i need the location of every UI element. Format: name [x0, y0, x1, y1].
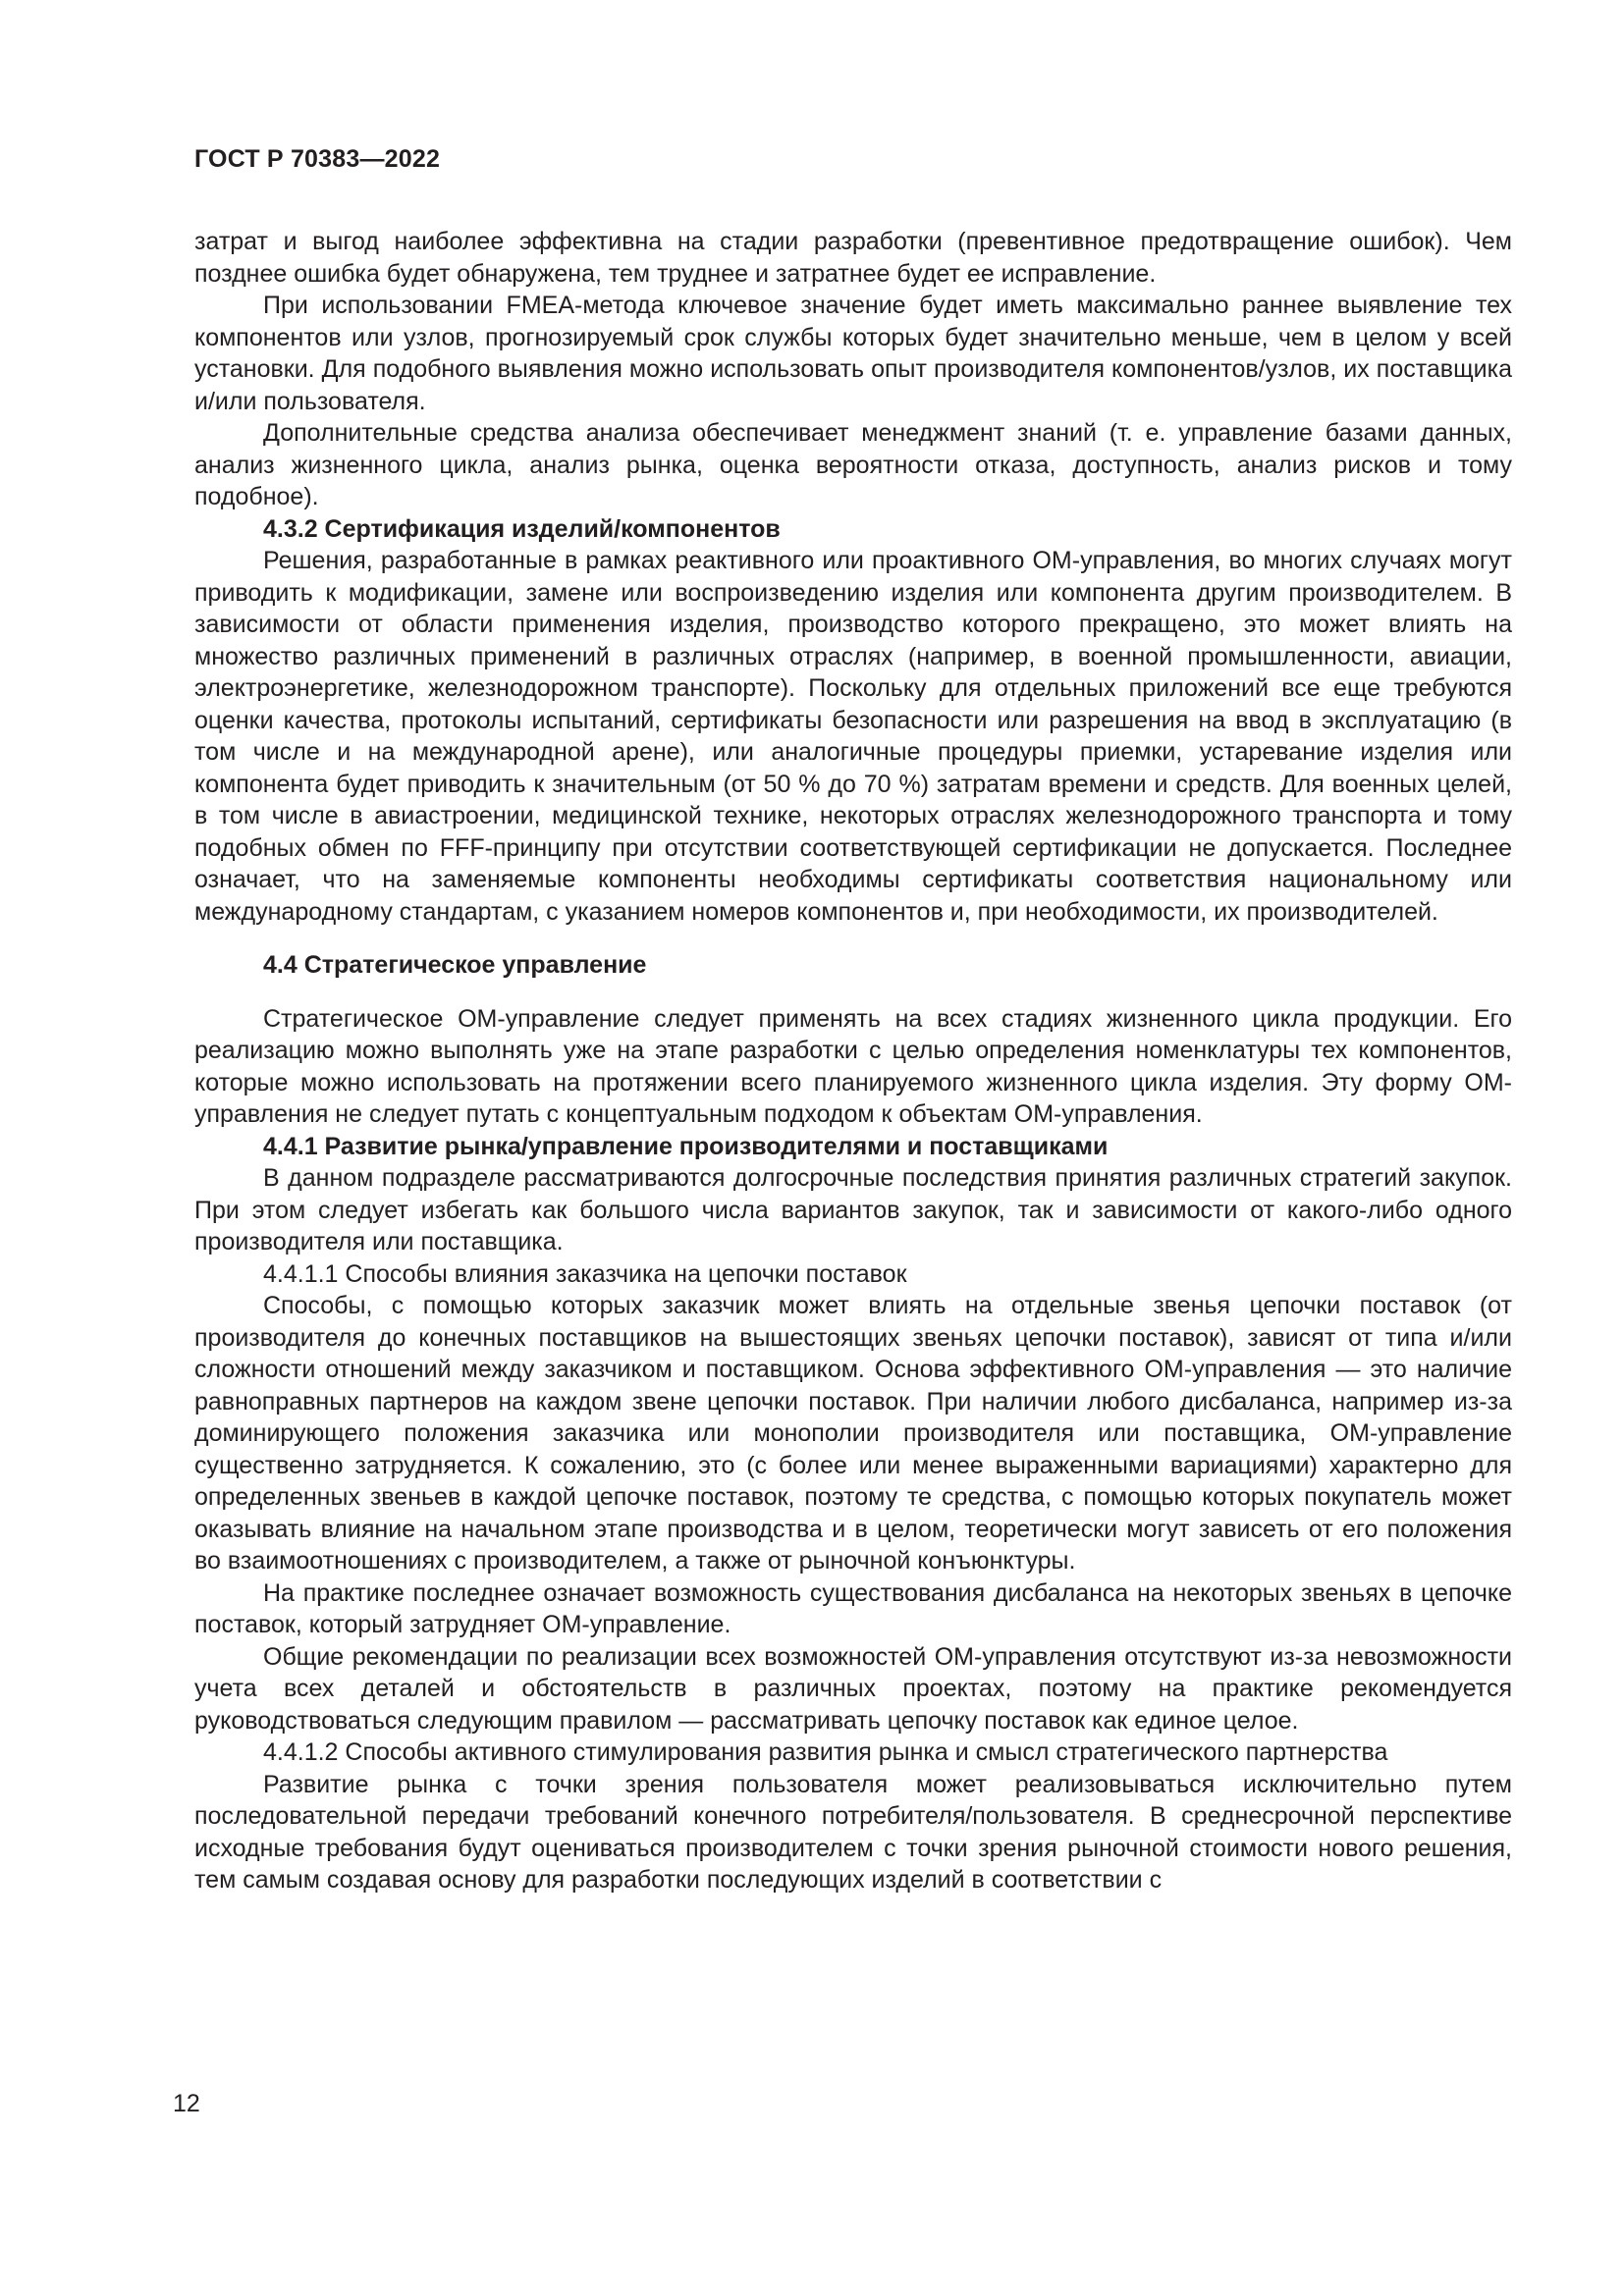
paragraph-strategic-management: Стратегическое ОМ-управление следует применять на всех стадиях жизненного цикла продукции. Его реализацию можно выполнять уже на этапе разработки с целью определения номенклатуры тех компонентов, которые можно использовать на протяжении всего планируемого жизненного цикла изделия. Эту форму ОМ-управления не следует путать с концептуальным подходом к объектам ОМ-управления. [194, 1004, 1512, 1128]
paragraph-analysis-tools: Дополнительные средства анализа обеспечивает менеджмент знаний (т. е. управление базами данных, анализ жизненного цикла, анализ рынка, оценка вероятности отказа, доступность, анализ рисков и тому подобное). [194, 419, 1512, 510]
paragraph-general-recommendations: Общие рекомендации по реализации всех возможностей ОМ-управления отсутствуют из-за невозможности учета всех деталей и обстоятельств в различных проектах, поэтому на практике рекомендуется руководствоваться следующим правилом — рассматривать цепочку поставок как единое целое. [194, 1642, 1512, 1735]
heading-4-4-1-2: 4.4.1.2 Способы активного стимулирования развития рынка и смысл стратегического партнерства [263, 1738, 1388, 1766]
heading-4-3-2: 4.3.2 Сертификация изделий/компонентов [263, 514, 781, 543]
paragraph-certification: Решения, разработанные в рамках реактивного или проактивного ОМ-управления, во многих случаях могут приводить к модификации, замене или воспроизведению изделия или компонента другим производителем. В зависимости от области применения изделия, производство которого прекращено, это может влиять на множество различных применений в различных отраслях (например, в военной промышленности, авиации, электроэнергетике, железнодорожном транспорте). Поскольку для отдельных приложений все еще требуются оценки качества, протоколы испытаний, сертификаты безопасности или разрешения на ввод в эксплуатацию (в том числе и на международной арене), или аналогичные процедуры приемки, устаревание изделия или компонента будет приводить к значительным (от 50 % до 70 %) затратам времени и средств. Для военных целей, в том числе в авиастроении, медицинской технике, некоторых отраслях железнодорожного транспорта и тому подобных обмен по FFF-принципу при отсутствии соответствующей сертификации не допускается. Последнее означает, что на заменяемые компоненты необходимы сертификаты соответствия национальному или международному стандартам, с указанием номеров компонентов и, при необходимости, их производителей. [194, 547, 1512, 926]
heading-4-4-1: 4.4.1 Развитие рынка/управление производителями и поставщиками [263, 1132, 1109, 1160]
paragraph-supply-chain-influence: Способы, с помощью которых заказчик может влиять на отдельные звенья цепочки поставок (от производителя до конечных поставщиков на вышестоящих звеньях цепочки поставок), зависят от типа и/или сложности отношений между заказчиком и поставщиком. Основа эффективного ОМ-управления — это наличие равноправных партнеров на каждом звене цепочки поставок. При наличии любого дисбаланса, например из-за доминирующего положения заказчика или монополии производителя или поставщика, ОМ-управление существенно затрудняется. К сожалению, это (с более или менее выраженными вариациями) характерно для определенных звеньев в каждой цепочке поставок, поэтому те средства, с помощью которых покупатель может оказывать влияние на начальном этапе производства и в целом, теоретически могут зависеть от его положения во взаимоотношениях с производителем, а также от рыночной конъюнктуры. [194, 1292, 1512, 1575]
paragraph-imbalance: На практике последнее означает возможность существования дисбаланса на некоторых звеньях в цепочке поставок, который затрудняет ОМ-управление. [194, 1578, 1512, 1638]
paragraph-fmea: При использовании FMEA-метода ключевое значение будет иметь максимально раннее выявление тех компонентов или узлов, прогнозируемый срок службы которых будет значительно меньше, чем в целом у всей установки. Для подобного выявления можно использовать опыт производителя компонентов/узлов, их поставщика и/или пользователя. [194, 292, 1512, 415]
page-body [194, 226, 1512, 1896]
heading-4-4-1-1: 4.4.1.1 Способы влияния заказчика на цепочки поставок [263, 1259, 907, 1288]
paragraph-market-development: Развитие рынка с точки зрения пользователя может реализовываться исключительно путем последовательной передачи требований конечного потребителя/пользователя. В среднесрочной перспективе исходные требования будут оцениваться производителем с точки зрения рыночной стоимости нового решения, тем самым создавая основу для разработки последующих изделий в соответствии с [194, 1770, 1512, 1894]
paragraph-procurement-strategies: В данном подразделе рассматриваются долгосрочные последствия принятия различных стратегий закупок. При этом следует избегать как большого числа вариантов закупок, так и зависимости от какого-либо одного производителя или поставщика. [194, 1164, 1512, 1255]
paragraph-continuation: затрат и выгод наиболее эффективна на стадии разработки (превентивное предотвращение ошибок). Чем позднее ошибка будет обнаружена, тем труднее и затратнее будет ее исправление. [194, 228, 1512, 288]
document-code: ГОСТ Р 70383—2022 [194, 145, 441, 173]
heading-4-4: 4.4 Стратегическое управление [263, 951, 647, 979]
page-number: 12 [173, 2090, 200, 2117]
